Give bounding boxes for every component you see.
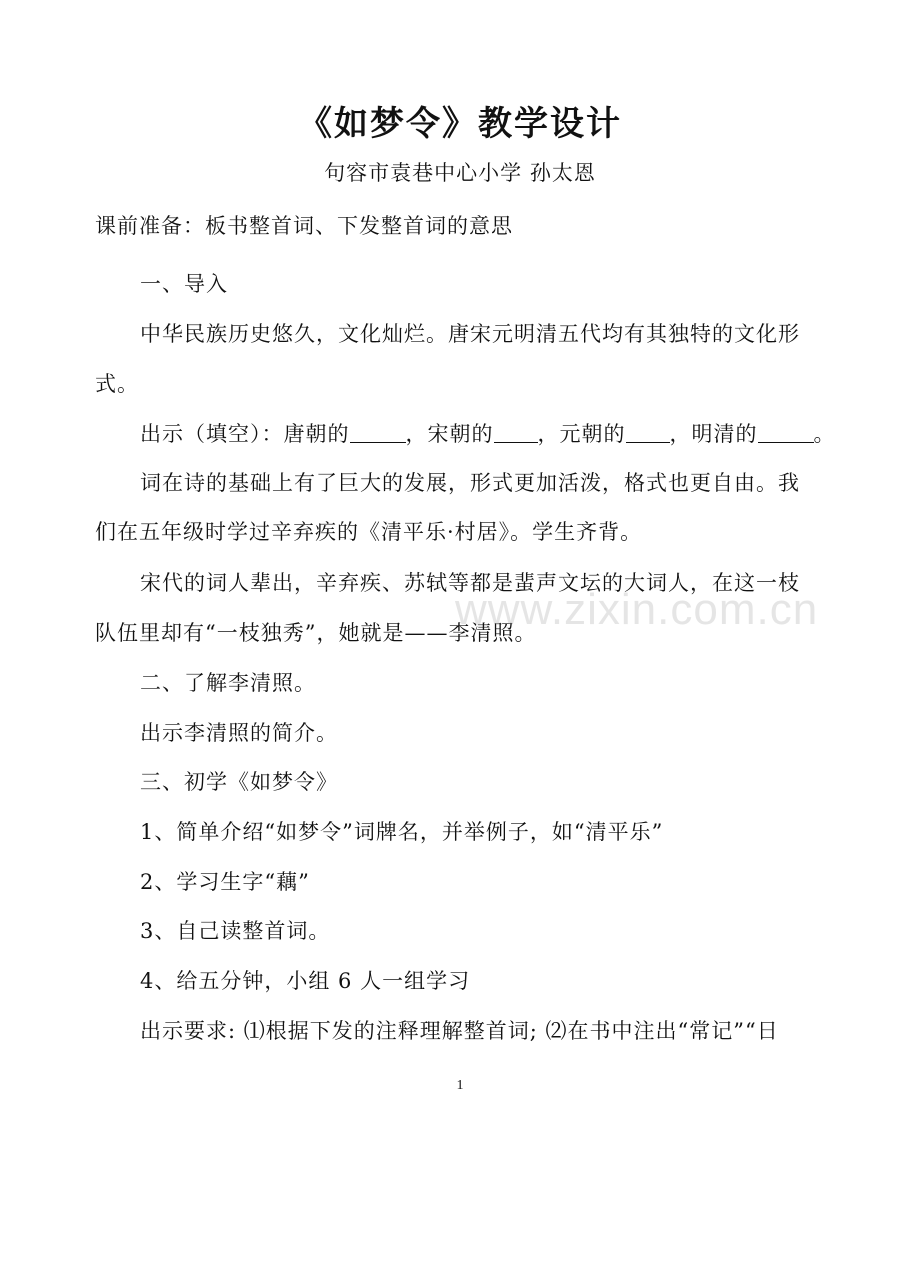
blank-1: [350, 422, 406, 443]
fill-text-1: 出示（填空）：唐朝的: [140, 422, 350, 446]
watermark: www.zixin.com.cn: [455, 585, 819, 634]
paragraph-2-line-2: 们在五年级时学过辛弃疾的《清平乐·村居》。学生齐背。: [95, 520, 643, 544]
fill-text-3: ，元朝的: [537, 422, 626, 446]
paragraph-1-line-1: 中华民族历史悠久，文化灿烂。唐宋元明清五代均有其独特的文化形: [140, 322, 800, 346]
list-item: 4、给五分钟，小组 6 人一组学习: [140, 969, 471, 993]
fill-text-5: 。: [813, 422, 836, 446]
blank-3: [626, 422, 670, 443]
list-item: 2、学习生字“藕”: [140, 870, 310, 894]
prep-line: 课前准备：板书整首词、下发整首词的意思: [95, 214, 513, 238]
blank-2: [494, 422, 538, 443]
list-item: 3、自己读整首词。: [140, 919, 331, 943]
fill-text-2: ，宋朝的: [405, 422, 494, 446]
paragraph-1-line-2: 式。: [95, 372, 139, 396]
section-2-text: 出示李清照的简介。: [140, 721, 338, 745]
section-3-heading: 三、初学《如梦令》: [140, 770, 338, 794]
page-number: 1: [456, 1078, 464, 1093]
section-2-heading: 二、了解李清照。: [140, 671, 316, 695]
paragraph-3-line-1: 宋代的词人辈出，辛弃疾、苏轼等都是蜚声文坛的大词人，在这一枝: [140, 571, 800, 595]
document-title: 《如梦令》教学设计: [298, 104, 622, 144]
section-1-heading: 一、导入: [140, 272, 228, 296]
paragraph-2-line-1: 词在诗的基础上有了巨大的发展，形式更加活泼，格式也更自由。我: [140, 471, 800, 495]
paragraph-3-line-2: 队伍里却有“一枝独秀”，她就是——李清照。: [95, 621, 537, 645]
document-author: 句容市袁巷中心小学 孙太恩: [324, 161, 596, 185]
requirements-line: 出示要求: ⑴根据下发的注释理解整首词; ⑵在书中注出“常记”“日: [140, 1019, 779, 1043]
list-item: 1、简单介绍“如梦令”词牌名，并举例子，如“清平乐”: [140, 820, 664, 844]
fill-in-blank-line: [140, 418, 836, 448]
fill-text-4: ，明清的: [669, 422, 758, 446]
blank-4: [758, 422, 814, 443]
